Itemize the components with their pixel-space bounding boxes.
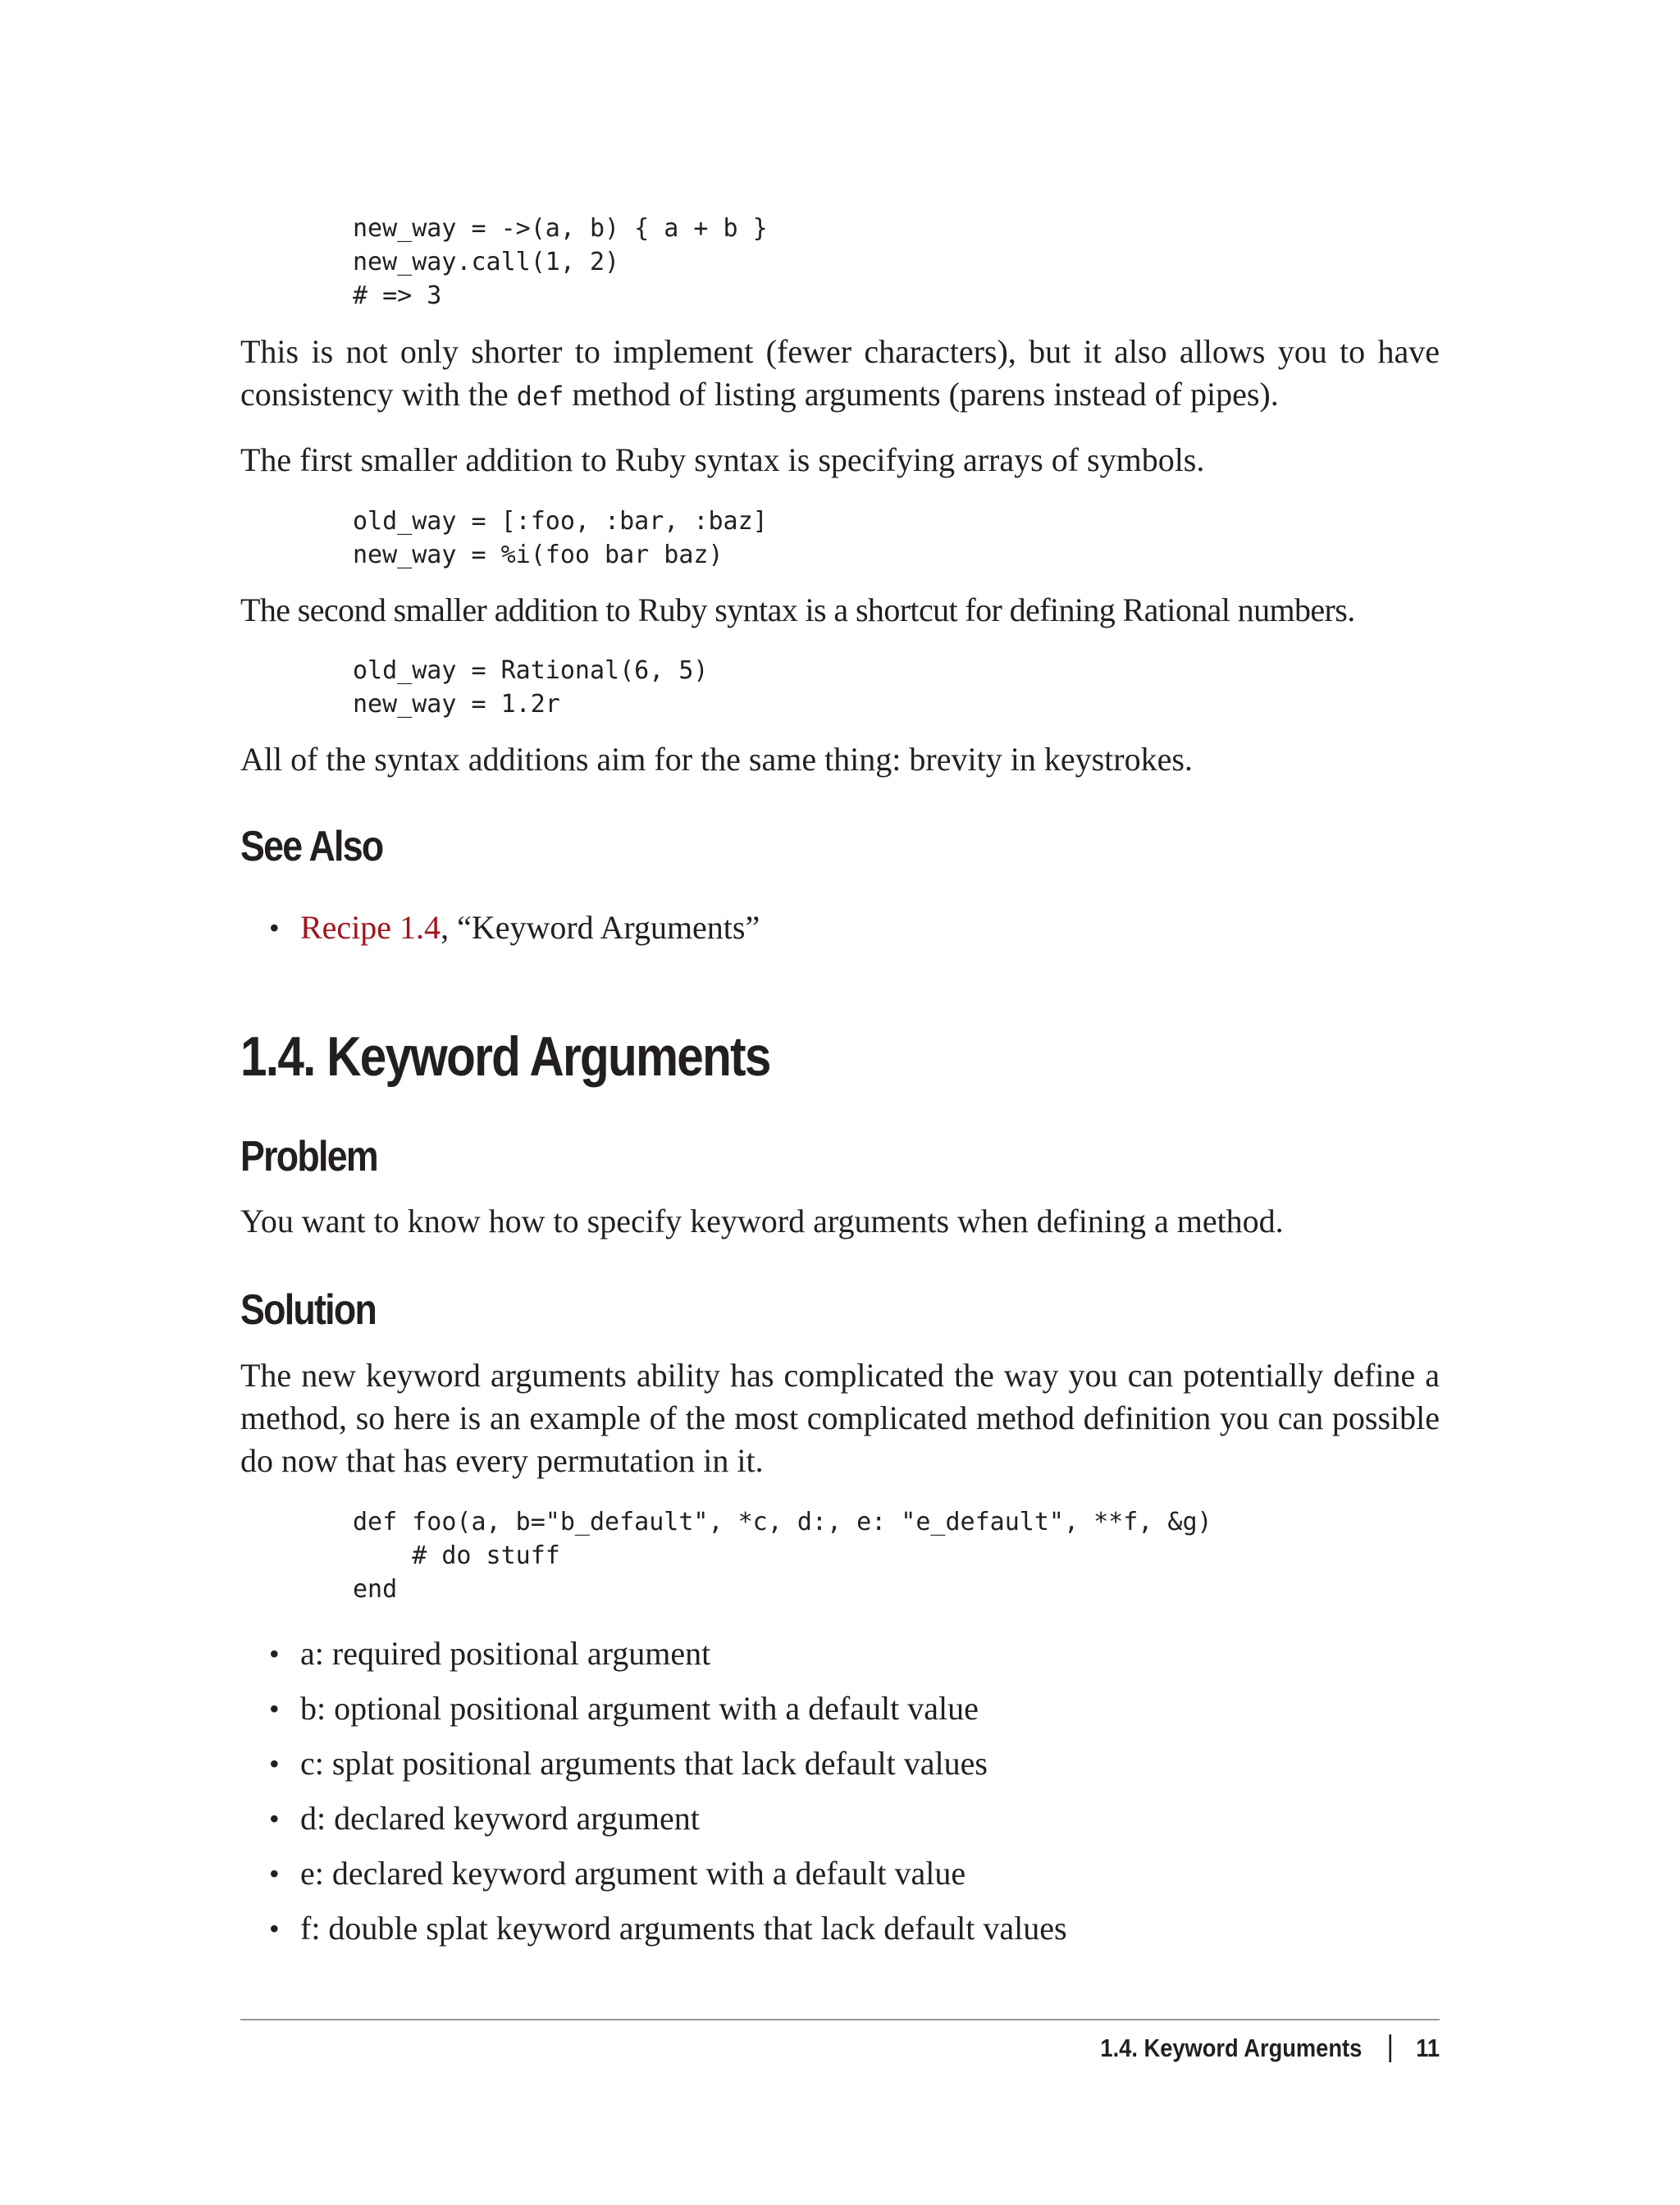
bullet-icon: •: [269, 1802, 280, 1835]
list-item-text: b: optional positional argument with a default value: [300, 1690, 979, 1727]
list-item: [240, 906, 1440, 949]
list-item-text: d: declared keyword argument: [300, 1800, 700, 1837]
list-item: [240, 1852, 1440, 1895]
see-also-list: [240, 906, 1440, 961]
paragraph-rational-numbers: The second smaller addition to Ruby syntax is a shortcut for defining Rational numbers.: [240, 591, 1355, 628]
code-block-lambda: new_way = ->(a, b) { a + b } new_way.call(1, 2) # => 3: [353, 214, 768, 310]
list-item: [240, 1797, 1440, 1840]
paragraph-symbol-arrays: The first smaller addition to Ruby syntax is specifying arrays of symbols.: [240, 441, 1205, 478]
list-item-text: c: splat positional arguments that lack default values: [300, 1745, 988, 1782]
code-block-rational: old_way = Rational(6, 5) new_way = 1.2r: [353, 656, 709, 719]
paragraph-text-before: This is not only shorter to implement (fewer characters), but it also allows you to have consistency with the: [240, 333, 1440, 413]
heading-solution: Solution: [240, 1286, 377, 1334]
paragraph-solution: The new keyword arguments ability has complicated the way you can potentially define a method, so here is an example of the most complicated method definition you can possible do now that has every permutation in it.: [240, 1357, 1440, 1479]
heading-see-also: See Also: [240, 823, 383, 870]
paragraph-brevity: All of the syntax additions aim for the same thing: brevity in keystrokes.: [240, 741, 1193, 778]
bullet-icon: •: [269, 1637, 280, 1670]
page-number: 11: [1416, 2034, 1440, 2062]
list-item: [240, 1742, 1440, 1785]
bullet-icon: •: [269, 911, 280, 944]
argument-list: [240, 1632, 1440, 1962]
chapter-heading: 1.4. Keyword Arguments: [240, 1025, 770, 1088]
list-item-text: a: required positional argument: [300, 1635, 711, 1672]
bullet-icon: •: [269, 1912, 280, 1945]
list-item: [240, 1907, 1440, 1950]
bullet-icon: •: [269, 1857, 280, 1890]
list-item-text: , “Keyword Arguments”: [441, 909, 760, 946]
list-item-text: f: double splat keyword arguments that lack default values: [300, 1910, 1067, 1947]
bullet-icon: •: [269, 1747, 280, 1780]
bullet-icon: •: [269, 1692, 280, 1725]
paragraph-problem: You want to know how to specify keyword arguments when defining a method.: [240, 1203, 1284, 1239]
list-item-text: e: declared keyword argument with a default value: [300, 1855, 966, 1892]
heading-problem: Problem: [240, 1133, 377, 1180]
page-footer: [1100, 2032, 1440, 2065]
recipe-link[interactable]: Recipe 1.4: [300, 909, 441, 946]
paragraph-lambda-explanation: [240, 331, 1440, 418]
code-block-method-definition: def foo(a, b="b_default", *c, d:, e: "e_default", **f, &g) # do stuff end: [353, 1508, 1212, 1604]
footer-section-title: 1.4. Keyword Arguments: [1100, 2034, 1363, 2062]
footer-separator: [1390, 2034, 1392, 2062]
inline-code-def: def: [516, 381, 564, 412]
code-block-symbols: old_way = [:foo, :bar, :baz] new_way = %i(foo bar baz): [353, 507, 768, 569]
list-item: [240, 1632, 1440, 1675]
list-item: [240, 1687, 1440, 1730]
paragraph-text-after: method of listing arguments (parens instead of pipes).: [564, 376, 1279, 413]
footer-divider: [240, 2019, 1440, 2020]
